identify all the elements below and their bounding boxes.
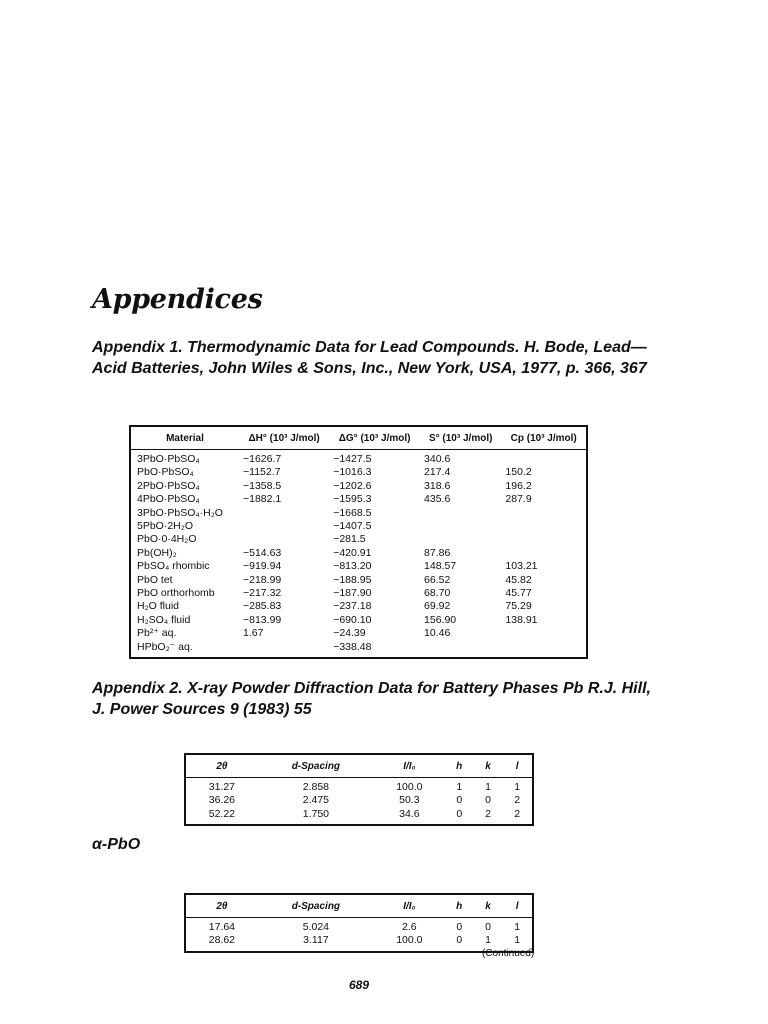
- table-cell: −1407.5: [333, 520, 372, 533]
- column-header-entropy: S° (10³ J/mol): [428, 432, 493, 444]
- column-header-h: h: [456, 900, 463, 912]
- table-cell: 3PbO·PbSO₄: [137, 453, 200, 465]
- column-header-two-theta: 2θ: [216, 760, 228, 772]
- table-row: [130, 507, 587, 520]
- appendix-1-heading: Appendix 1. Thermodynamic Data for Lead Compounds. H. Bode, Lead—Acid Batteries, John Wiles & Sons, Inc., New York, USA, 1977, p. 366, 367: [92, 339, 647, 377]
- table-cell: −919.94: [243, 560, 282, 573]
- table-cell: 1: [514, 781, 521, 793]
- table-row: [130, 614, 587, 627]
- column-header-k: k: [485, 760, 491, 772]
- column-header-intensity: I/I₀: [403, 760, 416, 772]
- table-row: [185, 918, 533, 935]
- table-cell: 17.64: [208, 921, 236, 933]
- table-cell: PbO orthorhomb: [137, 587, 215, 600]
- table-cell: 435.6: [424, 493, 451, 506]
- table-cell: 3PbO·PbSO₄·H₂O: [137, 506, 223, 519]
- column-header-k: k: [485, 900, 491, 912]
- table-header-row: [185, 754, 533, 778]
- alpha-pbo-heading: α-PbO: [92, 836, 141, 853]
- table-cell: −1152.7: [243, 466, 281, 479]
- table-header-row: [130, 426, 587, 450]
- table-row: [130, 560, 587, 573]
- table-row: [185, 808, 533, 825]
- table-row: [130, 466, 587, 479]
- table-cell: 2.475: [302, 794, 330, 807]
- alpha-pbo-diffraction-table: [184, 893, 534, 953]
- table-cell: −338.48: [333, 640, 372, 653]
- column-header-intensity: I/I₀: [403, 900, 416, 912]
- table-cell: PbSO₄ rhombic: [137, 560, 210, 573]
- table-cell: 1: [514, 921, 521, 933]
- table-cell: [420, 641, 501, 658]
- table-cell: H₂O fluid: [137, 600, 180, 613]
- table-cell: −1202.6: [333, 479, 372, 492]
- table-row: [130, 574, 587, 587]
- table-cell: 150.2: [505, 466, 532, 479]
- table-cell: 52.22: [208, 807, 236, 820]
- table-cell: 68.70: [424, 587, 451, 600]
- table-cell: 0: [485, 921, 491, 933]
- table-cell: 1: [514, 934, 521, 947]
- table-cell: −1016.3: [333, 466, 372, 479]
- table-cell: 100.0: [396, 781, 423, 793]
- column-header-gibbs-energy: ΔG° (10³ J/mol): [338, 432, 411, 444]
- table-cell: 5PbO·2H₂O: [137, 520, 194, 533]
- table-cell: −1626.7: [243, 453, 282, 465]
- table-row: [130, 480, 587, 493]
- table-cell: 36.26: [208, 794, 236, 807]
- table-cell: −813.20: [333, 560, 372, 573]
- table-row: [130, 520, 587, 533]
- table-cell: −187.90: [333, 587, 372, 600]
- table-cell: PbO·0·4H₂O: [137, 533, 197, 546]
- table-header-row: [185, 894, 533, 918]
- table-cell: 0: [456, 794, 463, 807]
- table-cell: −188.95: [333, 573, 372, 586]
- table-cell: 318.6: [424, 479, 451, 492]
- table-cell: 2.858: [302, 781, 330, 793]
- table-cell: 66.52: [424, 573, 451, 586]
- table-cell: 31.27: [208, 781, 236, 793]
- table-cell: 50.3: [399, 794, 420, 807]
- table-cell: 87.86: [424, 546, 451, 559]
- table-cell: 148.57: [424, 560, 457, 573]
- table-cell: [239, 507, 329, 520]
- table-cell: −281.5: [333, 533, 366, 546]
- table-cell: 34.6: [399, 807, 420, 820]
- table-cell: 2PbO·PbSO₄: [137, 479, 200, 492]
- table-cell: 2: [485, 807, 491, 820]
- table-cell: 28.62: [208, 934, 236, 947]
- table-cell: [239, 641, 329, 658]
- page-title: Appendices: [92, 284, 263, 315]
- table-cell: 1.67: [243, 627, 264, 640]
- table-cell: 0: [456, 807, 463, 820]
- table-cell: 340.6: [424, 453, 451, 465]
- table-cell: H₂SO₄ fluid: [137, 613, 191, 626]
- table-cell: −514.63: [243, 546, 282, 559]
- table-cell: 287.9: [505, 493, 532, 506]
- table-cell: −420.91: [333, 546, 372, 559]
- table-cell: −285.83: [243, 600, 282, 613]
- column-header-d-spacing: d-Spacing: [291, 760, 341, 772]
- column-header-l: l: [515, 760, 519, 772]
- table-cell: PbO·PbSO₄: [137, 466, 194, 479]
- table-cell: −24.39: [333, 627, 366, 640]
- table-cell: Pb(OH)₂: [137, 546, 177, 559]
- table-cell: 138.91: [505, 613, 538, 626]
- table-cell: [501, 547, 587, 560]
- table-cell: PbO tet: [137, 573, 173, 586]
- table-cell: −1595.3: [333, 493, 372, 506]
- table-cell: [420, 520, 501, 533]
- table-cell: 4PbO·PbSO₄: [137, 493, 200, 506]
- table-cell: 103.21: [505, 560, 538, 573]
- table-cell: −813.99: [243, 613, 282, 626]
- column-header-d-spacing: d-Spacing: [291, 900, 341, 912]
- table-cell: −1427.5: [333, 453, 372, 465]
- table-body: [185, 918, 533, 952]
- table-cell: [501, 533, 587, 546]
- table-cell: −218.99: [243, 573, 282, 586]
- table-cell: 217.4: [424, 466, 451, 479]
- table-cell: −690.10: [333, 613, 372, 626]
- table-row: [130, 600, 587, 613]
- table-cell: Pb²⁺ aq.: [137, 627, 177, 640]
- table-row: [130, 587, 587, 600]
- table-row: [130, 533, 587, 546]
- column-header-material: Material: [166, 432, 204, 444]
- table-cell: [501, 507, 587, 520]
- table-cell: −1882.1: [243, 493, 282, 506]
- table-row: [185, 934, 533, 951]
- page-number: 689: [348, 978, 370, 992]
- table-cell: 0: [485, 794, 491, 807]
- table-cell: [501, 520, 587, 533]
- table-cell: [239, 520, 329, 533]
- column-header-l: l: [515, 900, 519, 912]
- table-row: [130, 641, 587, 658]
- table-cell: 45.77: [505, 587, 532, 600]
- table-cell: 10.46: [424, 627, 451, 640]
- table-cell: −237.18: [333, 600, 372, 613]
- column-header-enthalpy: ΔH° (10³ J/mol): [248, 432, 320, 444]
- table-cell: 1.750: [302, 807, 330, 820]
- appendix-2-heading: Appendix 2. X-ray Powder Diffraction Data for Battery Phases Pb R.J. Hill, J. Power Sources 9 (1983) 55: [92, 680, 651, 718]
- table-cell: [420, 533, 501, 546]
- table-cell: HPbO₂⁻ aq.: [137, 640, 193, 653]
- table-cell: 2: [514, 794, 521, 807]
- table-cell: [501, 450, 587, 467]
- table-cell: 1: [456, 781, 463, 793]
- table-cell: [501, 627, 587, 640]
- column-header-heat-capacity: Cp (10³ J/mol): [510, 432, 577, 444]
- table-cell: 5.024: [302, 921, 330, 933]
- pb-diffraction-table: [184, 753, 534, 826]
- table-cell: 0: [456, 934, 463, 947]
- column-header-h: h: [456, 760, 463, 772]
- table-cell: −1668.5: [333, 506, 372, 519]
- table-row: [130, 627, 587, 640]
- thermodynamic-data-table: [129, 425, 588, 659]
- table-cell: −217.32: [243, 587, 282, 600]
- table-body: [130, 450, 587, 659]
- table-cell: 69.92: [424, 600, 451, 613]
- table-cell: 100.0: [396, 934, 423, 947]
- table-cell: 3.117: [303, 934, 329, 947]
- table-row: [130, 547, 587, 560]
- continued-note: (Continued): [482, 948, 535, 959]
- table-cell: 2: [514, 807, 521, 820]
- column-header-two-theta: 2θ: [216, 900, 228, 912]
- table-cell: 0: [456, 921, 463, 933]
- table-cell: 156.90: [424, 613, 457, 626]
- table-cell: −1358.5: [243, 479, 282, 492]
- table-cell: 1: [485, 781, 491, 793]
- table-cell: [501, 641, 587, 658]
- table-body: [185, 778, 533, 826]
- table-cell: [420, 507, 501, 520]
- table-row: [185, 794, 533, 807]
- table-row: [130, 493, 587, 506]
- table-cell: 2.6: [402, 921, 417, 933]
- table-cell: 75.29: [505, 600, 532, 613]
- table-cell: 45.82: [505, 573, 532, 586]
- table-row: [185, 778, 533, 795]
- table-row: [130, 450, 587, 467]
- table-cell: [239, 533, 329, 546]
- table-cell: 196.2: [505, 479, 532, 492]
- table-cell: 1: [485, 934, 491, 947]
